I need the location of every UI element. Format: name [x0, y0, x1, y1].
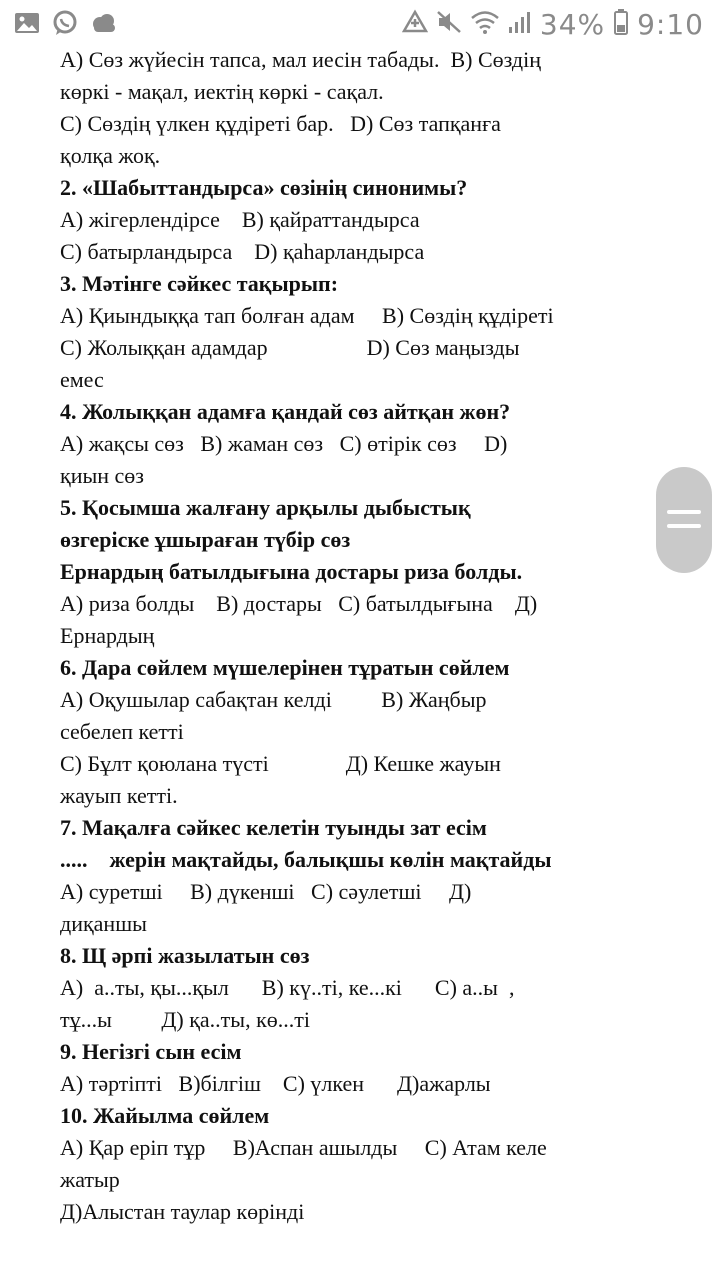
question-line: 4. Жолыққан адамға қандай сөз айтқан жөн?	[60, 399, 511, 424]
answer-line: С) Жолыққан адамдар D) Сөз маңызды	[60, 335, 520, 360]
question-line: 6. Дара сөйлем мүшелерінен тұратын сөйлем	[60, 655, 510, 680]
answer-line: А) Қар еріп тұр В)Аспан ашылды С) Атам келе	[60, 1135, 547, 1160]
answer-line: Д)Алыстан таулар көрінді	[60, 1199, 305, 1224]
scroll-handle-grip-bottom	[667, 524, 701, 528]
answer-line: жатыр	[60, 1167, 120, 1192]
status-bar-system	[402, 6, 704, 42]
question-line: өзгеріске ұшыраған түбір сөз	[60, 527, 351, 552]
clock: 9:10	[637, 7, 704, 41]
question-line: Ернардың батылдығына достары риза болды.	[60, 559, 523, 584]
cloud-icon	[90, 12, 118, 39]
answer-line: А) суретші В) дүкенші С) сәулетші Д)	[60, 879, 472, 904]
mute-icon	[436, 9, 462, 40]
battery-icon	[613, 8, 629, 41]
scroll-handle-grip-top	[667, 510, 701, 514]
answer-line: диқаншы	[60, 911, 147, 936]
answer-line: жауып кетті.	[60, 783, 178, 808]
answer-line: А) Сөз жүйесін тапса, мал иесін табады. В) Сөздің	[60, 47, 542, 72]
status-bar-notifications	[14, 10, 118, 40]
whatsapp-icon	[52, 10, 78, 41]
question-line: 8. Щ әрпі жазылатын сөз	[60, 943, 310, 968]
status-bar	[0, 0, 720, 50]
answer-line: А) а..ты, қы...қыл В) кү..ті, ке...кі С) а..ы ,	[60, 975, 515, 1000]
battery-percent: 34%	[539, 7, 606, 41]
answer-line: қолқа жоқ.	[60, 143, 161, 168]
document-page	[60, 44, 660, 1228]
answer-line: Ернардың	[60, 623, 155, 648]
data-saver-icon	[402, 9, 428, 40]
answer-line: А) жақсы сөз В) жаман сөз С) өтірік сөз D)	[60, 431, 508, 456]
question-line: 5. Қосымша жалғану арқылы дыбыстық	[60, 495, 471, 520]
answer-line: қиын сөз	[60, 463, 144, 488]
answer-line: емес	[60, 367, 104, 392]
question-line: 9. Негізгі сын есім	[60, 1039, 242, 1064]
signal-icon	[508, 9, 532, 40]
answer-line: А) жігерлендірсе В) қайраттандырса	[60, 207, 420, 232]
answer-line: А) риза болды В) достары С) батылдығына Д)	[60, 591, 538, 616]
question-line: ..... жерін мақтайды, балықшы көлін мақтайды	[60, 847, 552, 872]
question-line: 2. «Шабыттандырса» сөзінің синонимы?	[60, 175, 468, 200]
question-line: 3. Мәтінге сәйкес тақырып:	[60, 271, 339, 296]
answer-line: тұ...ы Д) қа..ты, кө...ті	[60, 1007, 310, 1032]
answer-line: себелеп кетті	[60, 719, 184, 744]
answer-line: А) Оқушылар сабақтан келді В) Жаңбыр	[60, 687, 487, 712]
fast-scroll-handle[interactable]	[656, 467, 712, 573]
wifi-icon	[470, 9, 500, 40]
gallery-icon	[14, 11, 40, 40]
answer-line: көркі - мақал, иектің көркі - сақал.	[60, 79, 384, 104]
answer-line: С) Сөздің үлкен құдіреті бар. D) Сөз тапқанға	[60, 111, 501, 136]
answer-line: А) Қиындыққа тап болған адам В) Сөздің құдіреті	[60, 303, 554, 328]
answer-line: С) батырландырса D) қаһарландырса	[60, 239, 425, 264]
answer-line: А) тәртіпті В)білгіш С) үлкен Д)ажарлы	[60, 1071, 491, 1096]
question-line: 7. Мақалға сәйкес келетін туынды зат есім	[60, 815, 487, 840]
answer-line: С) Бұлт қоюлана түсті Д) Кешке жауын	[60, 751, 501, 776]
question-line: 10. Жайылма сөйлем	[60, 1103, 270, 1128]
